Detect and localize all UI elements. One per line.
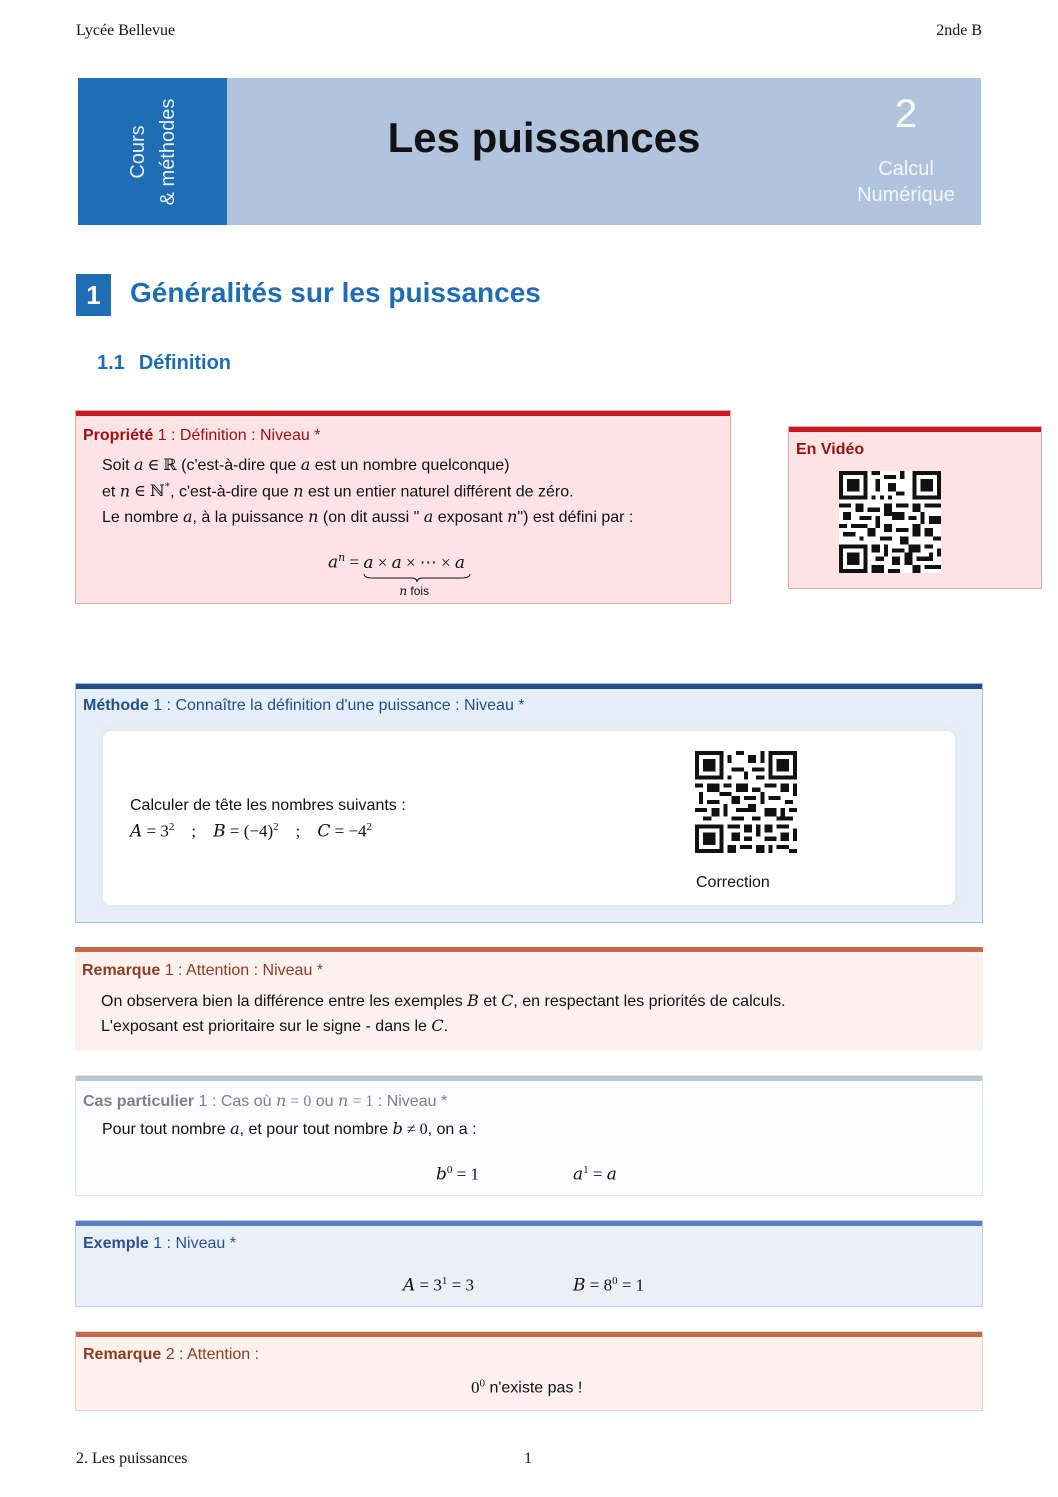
property-text: Soit [102, 457, 135, 474]
special-case-formula-b0: $b^0 = 1$ [436, 1164, 479, 1185]
example-kind: Exemple [83, 1235, 149, 1252]
remark-1-bar [75, 947, 983, 952]
remark-text: et [478, 993, 502, 1010]
remark-2-subtitle: 2 : Attention : [161, 1346, 260, 1363]
math-n: n [293, 481, 304, 501]
math-n: n [507, 507, 518, 526]
remark-1-line-1 [101, 991, 786, 1011]
property-kind: Propriété [83, 427, 154, 444]
remark-text: , en respectant les priorités de calculs. [513, 993, 786, 1010]
chapter-number: 2 [894, 92, 918, 136]
method-exercise-card [103, 731, 955, 905]
section-title: Généralités sur les puissances [130, 277, 541, 308]
math-in-R: ∈ ℝ [143, 457, 177, 474]
method-box [75, 683, 983, 923]
remark-2-bar [76, 1332, 982, 1337]
section-number: 1 [76, 274, 111, 316]
underbrace-icon [363, 573, 471, 583]
correction-qr-code-icon[interactable] [695, 751, 797, 853]
math-b-neq-0: b ≠ 0 [392, 1119, 428, 1138]
remark-text: L'exposant est prioritaire sur le signe - dans le [101, 1018, 432, 1035]
remark-2-statement: $0^0$ n'existe pas ! [471, 1377, 583, 1397]
property-line-3 [102, 507, 633, 527]
property-text: ") est défini par : [517, 509, 634, 526]
banner-side-line1: Cours [126, 124, 149, 179]
remark-2-heading [83, 1346, 259, 1364]
video-qr-code-icon[interactable] [839, 471, 941, 573]
math-a: a [300, 455, 311, 474]
method-subtitle: 1 : Connaître la définition d'une puissance : Niveau * [148, 697, 525, 714]
example-subtitle: 1 : Niveau * [148, 1235, 236, 1252]
special-case-box [75, 1075, 983, 1196]
property-text: (on dit aussi " [318, 509, 424, 526]
remark-box-1 [75, 947, 983, 1051]
property-text: est un entier naturel différent de zéro. [303, 483, 574, 501]
underbrace-label-text: fois [407, 583, 430, 598]
method-kind: Méthode [83, 697, 149, 714]
banner-side-line2: & méthodes [156, 98, 179, 205]
class-name: 2nde B [936, 22, 982, 39]
math-C: C [501, 991, 514, 1010]
special-case-kind: Cas particulier [83, 1093, 195, 1110]
remark-2-text: n'existe pas ! [485, 1379, 583, 1397]
remark-1-line-2 [101, 1016, 448, 1036]
banner-side-text [123, 98, 183, 205]
example-box [75, 1220, 983, 1307]
special-case-subtitle: : Niveau * [373, 1093, 448, 1110]
chapter-theme-line2: Numérique [857, 184, 955, 206]
example-formula-A: $A = 3^1 = 3$ [403, 1275, 474, 1296]
banner-side-tab [78, 78, 227, 225]
remark-1-heading [82, 962, 323, 980]
correction-caption: Correction [696, 874, 770, 891]
example-heading [83, 1235, 236, 1253]
example-formula-B: $B = 8^0 = 1$ [573, 1275, 645, 1296]
special-case-subtitle: ou [311, 1093, 339, 1110]
chapter-theme [831, 156, 981, 208]
math-n-eq-0: n = 0 [275, 1091, 312, 1110]
subsection-heading [97, 352, 231, 375]
special-case-text: Pour tout nombre [102, 1121, 231, 1138]
example-bar [76, 1221, 982, 1226]
remark-1-subtitle: 1 : Attention : Niveau * [160, 962, 324, 979]
math-n-eq-1: n = 1 [338, 1091, 374, 1110]
special-case-formula-a1: $a^1 = a$ [573, 1164, 617, 1185]
special-case-bar [76, 1076, 982, 1081]
property-heading [83, 427, 320, 445]
property-line-2 [102, 481, 574, 501]
video-box [788, 426, 1042, 589]
special-case-text: , on a : [427, 1121, 477, 1138]
property-text: (c'est-à-dire que [176, 457, 301, 474]
remark-1-kind: Remarque [82, 962, 161, 979]
footer-chapter: 2. Les puissances [76, 1450, 188, 1467]
math-B: B [467, 991, 479, 1010]
chapter-banner [78, 78, 981, 225]
property-text: est un nombre quelconque) [310, 457, 510, 474]
math-a: a [182, 507, 193, 526]
math-a: a [423, 507, 434, 526]
math-a: a [230, 1119, 240, 1138]
special-case-text: , et pour tout nombre [239, 1121, 393, 1138]
underbrace-label: n fois [399, 583, 430, 598]
power-definition-formula: $a^n = a \times a$ × ⋯ × a n fois [328, 551, 465, 573]
video-title: En Vidéo [796, 441, 865, 458]
subsection-title: Définition [138, 352, 232, 374]
property-text: , c'est-à-dire que [170, 483, 294, 501]
special-case-heading [83, 1091, 447, 1111]
property-text: et [102, 483, 120, 501]
property-box-bar [76, 411, 730, 416]
math-C: C [431, 1016, 444, 1035]
math-n: n [119, 481, 131, 501]
remark-2-kind: Remarque [83, 1346, 162, 1363]
property-box [75, 410, 731, 604]
property-text: , à la puissance [192, 509, 309, 526]
remark-text: . [443, 1018, 449, 1035]
math-in-N-star: ∈ ℕ* [130, 481, 171, 501]
method-heading [83, 697, 525, 715]
remark-text: On observera bien la différence entre les exemples [101, 993, 468, 1010]
subsection-number: 1.1 [97, 352, 125, 374]
special-case-line-1 [102, 1119, 477, 1139]
school-name: Lycée Bellevue [76, 22, 176, 39]
method-instruction: Calculer de tête les nombres suivants : [130, 797, 406, 814]
property-text: Le nombre [102, 509, 183, 526]
remark-box-2 [75, 1331, 983, 1411]
property-subtitle: 1 : Définition : Niveau * [153, 427, 321, 444]
chapter-title: Les puissances [387, 114, 701, 161]
special-case-subtitle: 1 : Cas où [194, 1093, 276, 1110]
video-box-bar [789, 427, 1041, 432]
page-number: 1 [524, 1450, 532, 1467]
method-box-bar [76, 684, 982, 689]
math-a-in-R: a [134, 455, 144, 474]
chapter-theme-line1: Calcul [878, 158, 934, 180]
property-line-1 [102, 455, 510, 475]
property-text: exposant [433, 509, 508, 526]
math-n: n [308, 507, 319, 526]
method-expressions: $A = 3^2$ ; $B = (-4)^2$ ; $C = -4^2$ [130, 821, 373, 842]
product-underbrace: a × a × ⋯ × a n fois [363, 553, 465, 573]
